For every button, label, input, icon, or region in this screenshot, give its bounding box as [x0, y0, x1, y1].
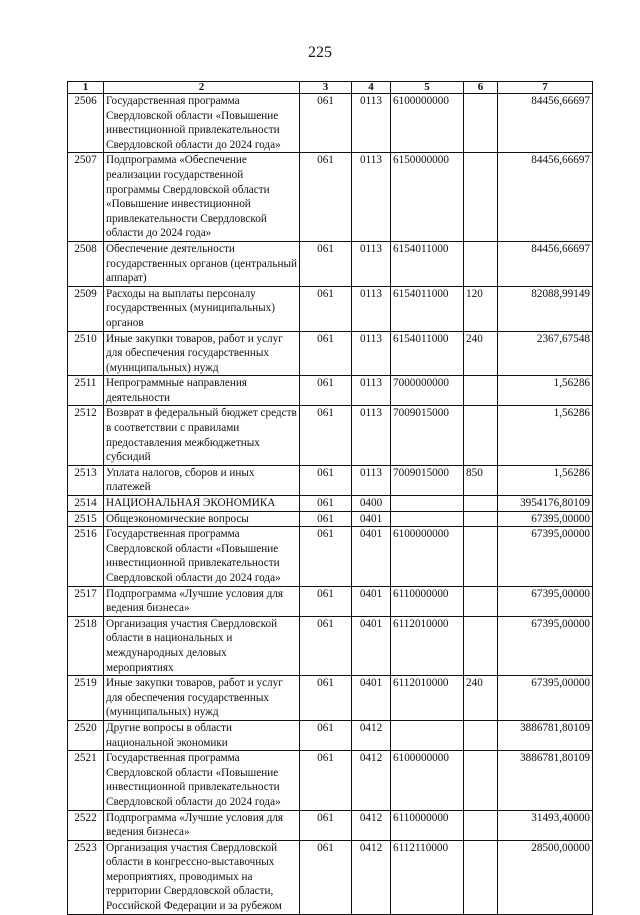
row-target-code [391, 720, 464, 750]
row-number: 2515 [68, 511, 104, 527]
row-number: 2511 [68, 376, 104, 406]
row-number: 2509 [68, 286, 104, 331]
row-section-code: 0113 [352, 376, 391, 406]
row-ministry-code: 061 [300, 465, 352, 495]
row-number: 2517 [68, 586, 104, 616]
row-amount: 3886781,80109 [498, 751, 593, 810]
row-expense-type: 120 [464, 286, 498, 331]
table-row [68, 720, 593, 750]
row-amount: 67395,00000 [498, 511, 593, 527]
row-target-code: 7000000000 [391, 376, 464, 406]
row-section-code: 0412 [352, 840, 391, 914]
row-target-code: 6112110000 [391, 840, 464, 914]
row-ministry-code: 061 [300, 527, 352, 586]
row-section-code: 0401 [352, 511, 391, 527]
row-name: Организация участия Свердловской области в национальных и международных деловых мероприятиях [104, 616, 300, 675]
row-ministry-code: 061 [300, 751, 352, 810]
row-expense-type [464, 94, 498, 153]
row-name: Государственная программа Свердловской области «Повышение инвестиционной привлекательности Свердловской области до 2024 года» [104, 751, 300, 810]
row-target-code: 6100000000 [391, 94, 464, 153]
row-ministry-code: 061 [300, 586, 352, 616]
table-row [68, 94, 593, 153]
row-name: Подпрограмма «Обеспечение реализации государственной программы Свердловской области «Повышение инвестиционной привлекательности Свердловской области до 2024 года» [104, 153, 300, 242]
row-ministry-code: 061 [300, 376, 352, 406]
row-amount: 2367,67548 [498, 331, 593, 376]
row-amount: 67395,00000 [498, 676, 593, 721]
table-row [68, 676, 593, 721]
table-row [68, 406, 593, 465]
row-name: Государственная программа Свердловской области «Повышение инвестиционной привлекательности Свердловской области до 2024 года» [104, 94, 300, 153]
row-number: 2510 [68, 331, 104, 376]
row-amount: 28500,00000 [498, 840, 593, 914]
row-expense-type [464, 496, 498, 512]
row-number: 2514 [68, 496, 104, 512]
row-ministry-code: 061 [300, 810, 352, 840]
row-number: 2508 [68, 241, 104, 286]
row-number: 2513 [68, 465, 104, 495]
row-number: 2518 [68, 616, 104, 675]
row-expense-type [464, 241, 498, 286]
row-target-code: 7009015000 [391, 406, 464, 465]
table-row [68, 840, 593, 914]
row-section-code: 0113 [352, 286, 391, 331]
row-expense-type: 240 [464, 676, 498, 721]
row-expense-type [464, 511, 498, 527]
row-expense-type [464, 586, 498, 616]
row-ministry-code: 061 [300, 511, 352, 527]
row-amount: 1,56286 [498, 376, 593, 406]
table-row [68, 153, 593, 242]
row-section-code: 0113 [352, 331, 391, 376]
row-name: Организация участия Свердловской области в конгрессно-выставочных мероприятиях, проводимых на территории Свердловской области, Российской Федерации и за рубежом [104, 840, 300, 914]
table-header-row [68, 82, 593, 94]
row-section-code: 0401 [352, 527, 391, 586]
row-section-code: 0113 [352, 241, 391, 286]
row-ministry-code: 061 [300, 286, 352, 331]
table-row [68, 586, 593, 616]
row-section-code: 0113 [352, 406, 391, 465]
row-target-code: 6112010000 [391, 676, 464, 721]
table-row [68, 810, 593, 840]
row-name: НАЦИОНАЛЬНАЯ ЭКОНОМИКА [104, 496, 300, 512]
header-col-6: 6 [464, 82, 498, 94]
row-amount: 1,56286 [498, 465, 593, 495]
row-ministry-code: 061 [300, 94, 352, 153]
row-name: Возврат в федеральный бюджет средств в соответствии с правилами предоставления межбюджетных субсидий [104, 406, 300, 465]
row-expense-type [464, 616, 498, 675]
row-expense-type: 240 [464, 331, 498, 376]
row-number: 2512 [68, 406, 104, 465]
table-row [68, 496, 593, 512]
row-target-code [391, 496, 464, 512]
row-name: Подпрограмма «Лучшие условия для ведения бизнеса» [104, 586, 300, 616]
header-col-3: 3 [300, 82, 352, 94]
page-number: 225 [308, 44, 332, 61]
table-row [68, 511, 593, 527]
row-target-code: 6154011000 [391, 331, 464, 376]
row-number: 2516 [68, 527, 104, 586]
row-target-code: 7009015000 [391, 465, 464, 495]
row-expense-type [464, 751, 498, 810]
row-target-code: 6100000000 [391, 527, 464, 586]
table-row [68, 376, 593, 406]
row-section-code: 0401 [352, 676, 391, 721]
table-row [68, 527, 593, 586]
row-section-code: 0401 [352, 616, 391, 675]
row-number: 2506 [68, 94, 104, 153]
row-section-code: 0412 [352, 810, 391, 840]
row-ministry-code: 061 [300, 676, 352, 721]
row-amount: 84456,66697 [498, 241, 593, 286]
row-target-code: 6112010000 [391, 616, 464, 675]
row-number: 2522 [68, 810, 104, 840]
row-name: Расходы на выплаты персоналу государственных (муниципальных) органов [104, 286, 300, 331]
row-name: Иные закупки товаров, работ и услуг для обеспечения государственных (муниципальных) нужд [104, 331, 300, 376]
table-row [68, 616, 593, 675]
row-number: 2519 [68, 676, 104, 721]
row-ministry-code: 061 [300, 616, 352, 675]
row-target-code: 6154011000 [391, 286, 464, 331]
row-ministry-code: 061 [300, 406, 352, 465]
row-section-code: 0113 [352, 465, 391, 495]
row-target-code: 6150000000 [391, 153, 464, 242]
table-row [68, 331, 593, 376]
table-row [68, 241, 593, 286]
row-name: Государственная программа Свердловской области «Повышение инвестиционной привлекательности Свердловской области до 2024 года» [104, 527, 300, 586]
row-section-code: 0113 [352, 94, 391, 153]
row-section-code: 0400 [352, 496, 391, 512]
header-col-5: 5 [391, 82, 464, 94]
row-amount: 3886781,80109 [498, 720, 593, 750]
row-amount: 31493,40000 [498, 810, 593, 840]
row-number: 2520 [68, 720, 104, 750]
row-target-code: 6154011000 [391, 241, 464, 286]
row-number: 2507 [68, 153, 104, 242]
row-ministry-code: 061 [300, 241, 352, 286]
row-section-code: 0113 [352, 153, 391, 242]
row-name: Подпрограмма «Лучшие условия для ведения бизнеса» [104, 810, 300, 840]
row-amount: 67395,00000 [498, 527, 593, 586]
row-name: Иные закупки товаров, работ и услуг для обеспечения государственных (муниципальных) нужд [104, 676, 300, 721]
row-target-code: 6100000000 [391, 751, 464, 810]
table-row [68, 751, 593, 810]
row-number: 2521 [68, 751, 104, 810]
row-expense-type [464, 810, 498, 840]
row-target-code [391, 511, 464, 527]
row-name: Обеспечение деятельности государственных органов (центральный аппарат) [104, 241, 300, 286]
header-col-4: 4 [352, 82, 391, 94]
row-expense-type [464, 840, 498, 914]
row-ministry-code: 061 [300, 496, 352, 512]
row-number: 2523 [68, 840, 104, 914]
row-ministry-code: 061 [300, 331, 352, 376]
row-section-code: 0412 [352, 751, 391, 810]
row-expense-type [464, 406, 498, 465]
row-amount: 82088,99149 [498, 286, 593, 331]
header-col-2: 2 [104, 82, 300, 94]
row-name: Общеэкономические вопросы [104, 511, 300, 527]
row-name: Непрограммные направления деятельности [104, 376, 300, 406]
row-name: Уплата налогов, сборов и иных платежей [104, 465, 300, 495]
row-ministry-code: 061 [300, 720, 352, 750]
row-name: Другие вопросы в области национальной экономики [104, 720, 300, 750]
row-amount: 84456,66697 [498, 94, 593, 153]
row-expense-type [464, 376, 498, 406]
header-col-1: 1 [68, 82, 104, 94]
row-expense-type [464, 527, 498, 586]
header-col-7: 7 [498, 82, 593, 94]
row-section-code: 0412 [352, 720, 391, 750]
row-ministry-code: 061 [300, 840, 352, 914]
row-target-code: 6110000000 [391, 586, 464, 616]
row-ministry-code: 061 [300, 153, 352, 242]
row-expense-type [464, 720, 498, 750]
row-expense-type [464, 153, 498, 242]
row-amount: 3954176,80109 [498, 496, 593, 512]
row-target-code: 6110000000 [391, 810, 464, 840]
budget-table [67, 81, 593, 915]
table-row [68, 465, 593, 495]
row-amount: 67395,00000 [498, 586, 593, 616]
row-amount: 67395,00000 [498, 616, 593, 675]
row-section-code: 0401 [352, 586, 391, 616]
row-amount: 84456,66697 [498, 153, 593, 242]
row-expense-type: 850 [464, 465, 498, 495]
table-row [68, 286, 593, 331]
row-amount: 1,56286 [498, 406, 593, 465]
